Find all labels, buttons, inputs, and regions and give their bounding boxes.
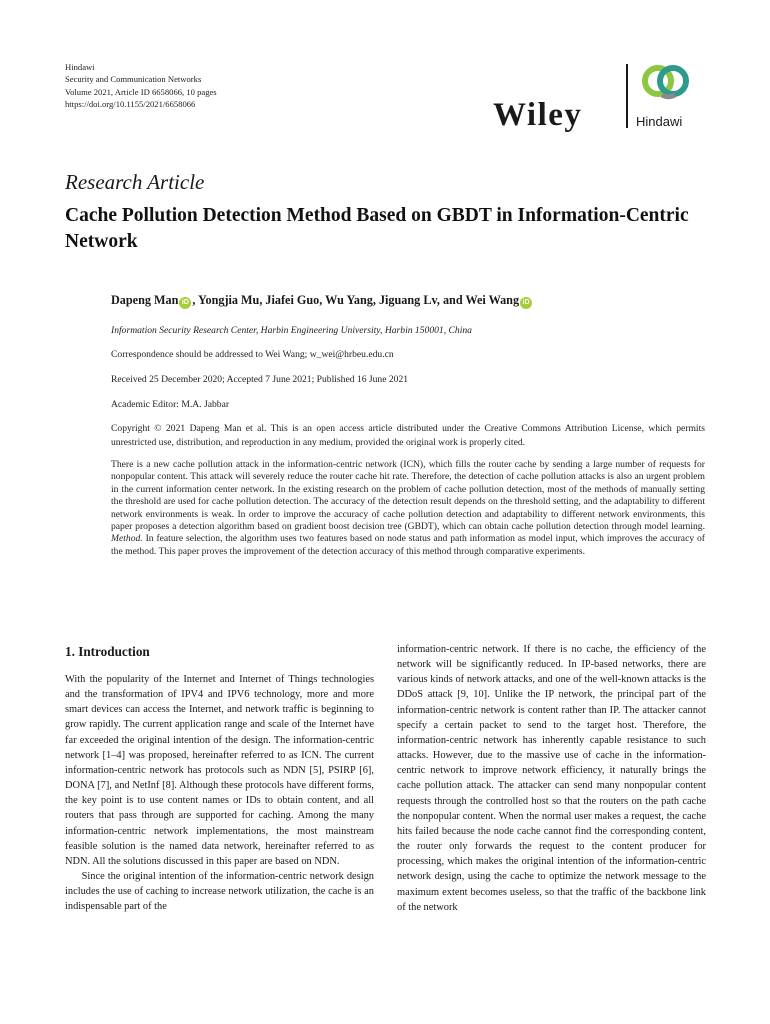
academic-editor: Academic Editor: M.A. Jabbar	[111, 399, 230, 410]
article-type: Research Article	[65, 170, 205, 194]
affiliation: Information Security Research Center, Harbin Engineering University, Harbin 150001, China	[111, 325, 472, 336]
wiley-logo: Wiley	[493, 97, 583, 133]
paragraph: With the popularity of the Internet and Internet of Things technologies and the transformation of IPV4 and IPV6 technology, more and more smart devices can access the Internet, and network traffic is beginning to grow rapidly. The current application range and scale of the Internet have far exceeded the original intention of the design. The information-centric network [1–4] was proposed, hereinafter referred to as ICN. The current information-centric network has protocols such as NDN [5], PSIRP [6], DONA [7], and NetInf [8]. Although these protocols have different forms, the key point is to use content names or IDs to obtain content, and all routers that pass through are supported for caching. Among the many information-centric network implementations, the most mainstream feasible solution is the named data network, hereinafter referred to as NDN. All the solutions discussed in this paper are based on NDN.	[65, 674, 374, 867]
doi-link[interactable]: https://doi.org/10.1155/2021/6658066	[65, 99, 196, 110]
abstract-text-1: There is a new cache pollution attack in the information-centric network (ICN), which fills the router cache by sending a large number of requests for nonpopular content. This attack will severely reduce the router cache hit rate. Therefore, the detection of cache pollution attacks is also an urgent problem in the current information center network. In the existing research on the problem of cache pollution detection, most of the methods of manually setting the threshold are used for cache pollution detection. The accuracy of the detection result depends on the threshold setting, and the adaptability to different network environments is weak. In order to improve the accuracy of cache pollution detection and adaptability to different network environments, this paper proposes a detection algorithm based on gradient boost decision tree (GBDT), which can obtain cache pollution detection through model learning.	[111, 459, 705, 533]
journal-name: Security and Communication Networks	[65, 74, 202, 85]
abstract-text-2: In feature selection, the algorithm uses two features based on node status and path information as model input, which improves the accuracy of the method. This paper proves the improvement of the detection accuracy of this method through comparative experiments.	[111, 533, 705, 557]
abstract-method-label: Method.	[111, 533, 143, 545]
volume-info: Volume 2021, Article ID 6658066, 10 pages	[65, 86, 217, 97]
hindawi-wordmark: Hindawi	[636, 114, 683, 129]
article-title: Cache Pollution Detection Method Based on GBDT in Information-Centric Network	[65, 205, 689, 252]
publisher-name: Hindawi	[65, 62, 95, 72]
copyright-notice: Copyright © 2021 Dapeng Man et al. This is an open access article distributed under the Creative Commons Attribution License, which permits unrestricted use, distribution, and reproduction in any medium, provided the original work is properly cited.	[111, 423, 705, 448]
abstract	[111, 459, 705, 558]
publication-dates: Received 25 December 2020; Accepted 7 June 2021; Published 16 June 2021	[111, 374, 409, 385]
body-column-left	[65, 672, 374, 915]
hindawi-logo-icon	[640, 61, 692, 109]
correspondence: Correspondence should be addressed to Wei Wang; w_wei@hrbeu.edu.cn	[111, 349, 394, 360]
author-list	[111, 293, 711, 309]
body-column-right	[397, 642, 706, 915]
paragraph: Since the original intention of the information-centric network design includes the use of caching to increase network utilization, the cache is an indispensable part of the	[65, 871, 374, 913]
paragraph: information-centric network. If there is no cache, the efficiency of the network will be significantly reduced. In IP-based networks, there are various kinds of network attacks, and one of the well-known attacks is the DDoS attack [9, 10]. Unlike the IP network, the principal part of the information-centric network is content rather than IP. The attacker cannot specify a certain packet to send to the target host. Therefore, the information-centric network has inherently capable resistance to such attacks. However, due to the massive use of cache in the information-centric network to improve network efficiency, it naturally brings the cache pollution attack. The attacker can send many nonpopular content requests through the controlled host so that the routers on the path cache the nonpopular content. When the normal user makes a request, the cache hits failed because the node cache cannot find the corresponding content, the router only forwards the request to the content producer for processing, which makes the original intention of the information-centric network design, using the cache to optimize the network message to the maximum extent becomes useless, so that the traffic of the backbone link of the network	[397, 644, 706, 913]
logo-divider	[626, 64, 628, 128]
journal-metadata	[65, 61, 217, 111]
section-heading: 1. Introduction	[65, 644, 150, 659]
orcid-icon[interactable]: iD	[520, 297, 532, 309]
other-authors: , Yongjia Mu, Jiafei Guo, Wu Yang, Jiguang Lv, and Wei Wang	[192, 293, 520, 307]
orcid-icon[interactable]: iD	[179, 297, 191, 309]
logo-arc-gray	[662, 95, 675, 97]
first-author[interactable]: Dapeng Man	[111, 293, 179, 307]
